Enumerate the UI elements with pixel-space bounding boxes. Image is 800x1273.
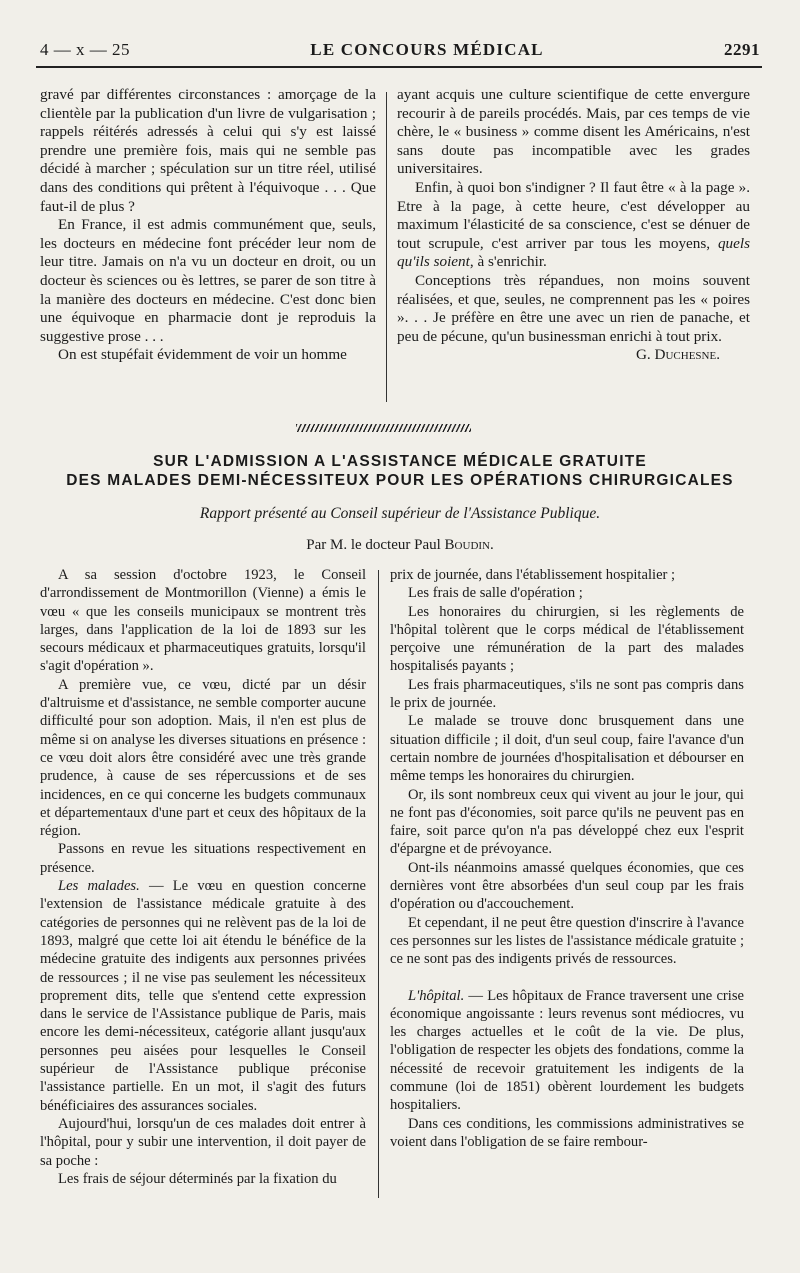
article-byline (40, 537, 760, 554)
paragraph: gravé par différentes circonstances : amorçage de la clientèle par la publication d'un livre de vulgarisation ; rappels réitérés adressés à celui qui s'y est laissé prendre une première fois, mais qui ne semble pas décidé à marcher ; spéculation sur un titre réel, utilisé dans des conditions qui prêtent à l'équivoque . . . Que faut-il de plus ? (40, 86, 376, 215)
page-number: 2291 (724, 40, 760, 59)
paragraph: Les frais de salle d'opération ; (408, 585, 583, 602)
issue-date: 4 — x — 25 (40, 40, 130, 59)
paragraph: prix de journée, dans l'établissement hospitalier ; (390, 567, 676, 583)
top-right-column (397, 86, 750, 365)
paragraph: Les frais de séjour déterminés par la fixation du (58, 1170, 337, 1187)
article-subtitle: Rapport présenté au Conseil supérieur de l'Assistance Publique. (199, 505, 601, 522)
paragraph: Passons en revue les situations respectivement en présence. (40, 841, 366, 876)
paragraph: ayant acquis une culture scientifique de cette envergure recourir à de pareils procédés. Mais, par ces temps de vie chère, le « business » comme disent les Américains, n'est sans doute pas incompatible avec les grades universitaires. (397, 86, 750, 178)
author-signature: G. Duchesne. (635, 346, 720, 364)
section-label: L'hôpital. (408, 987, 465, 1004)
paragraph: On est stupéfait évidemment de voir un homme (58, 346, 347, 364)
bottom-right-column (390, 566, 744, 1151)
paragraph: A sa session d'octobre 1923, le Conseil d'arrondissement de Montmorillon (Vienne) a émis le vœu « que les conseils municipaux se montrent très larges, dans l'application de la loi de 1893 sur les secours médicaux et pharmaceutiques gratuits, lorsqu'il s'agit d'opération ». (40, 567, 366, 675)
section-label: Les malades. (58, 878, 140, 895)
paragraph (397, 179, 750, 272)
text-run: Enfin, à quoi bon s'indigner ? Il faut être « à la page ». Etre à la page, à cette heure, c'est développer au maximum l'élasticité de sa conscience, c'est se dénuer de tout scrupule, c'est arriver par tous les moyens, (397, 178, 750, 252)
journal-title: LE CONCOURS MÉDICAL (310, 40, 544, 59)
paragraph: Aujourd'hui, lorsqu'un de ces malades doit entrer à l'hôpital, pour y subir une intervention, il doit payer de sa poche : (40, 1115, 366, 1169)
paragraph: A première vue, ce vœu, dicté par un désir d'altruisme et d'assistance, ne semble comporter aucune difficulté pour son adoption. Mais, il n'en est plus de même si on analyse les diverses situations en présence : ce vœu doit alors être considéré avec une très grande prudence, à cause de ses répercussions et de ses incidences, en ce qui concerne les budgets communaux et départementaux d'une part et ceux des hôpitaux de la région. (40, 676, 366, 840)
paragraph: En France, il est admis communément que, seuls, les docteurs en médecine font précéder leur nom de leur titre. Jamais on n'a vu un docteur en droit, ou un docteur ès sciences ou ès lettres, se parer de son titre à la manière des docteurs en médecine. C'est donc bien une équivoque en pharmacie dont je reproduis la suggestive prose . . . (40, 216, 376, 345)
text-run: — Le vœu en question concerne l'extension de l'assistance médicale gratuite à des catégories de personnes qui ne relèvent pas de la loi de 1893, malgré que cette loi ait étendu le bénéfice de la médecine gratuite des indigents aux personnes privées de ressources ; il ne vise pas seulement les nécessiteux proprement dits, telle que s'entend cette expression dans le service de l'Assistance publique de Paris, mais encore les demi-nécessiteux, catégorie allant jusqu'aux personnes peu aisées pour lesquelles le Conseil supérieur de l'Assistance publique préconise l'assistance partielle. En un mot, il s'agit des futurs bénéficiaires des assurances sociales. (40, 878, 366, 1114)
paragraph: Les frais pharmaceutiques, s'ils ne sont pas compris dans le prix de journée. (390, 676, 744, 712)
paragraph: Conceptions très répandues, non moins souvent réalisées, et que, seules, ne comprennent pas les « poires ». . . Je préfère en être une avec un rien de panache, et peu de pécune, qu'un businessman enrichi à tout prix. (397, 271, 750, 345)
article-title (40, 452, 760, 490)
italic-phrase: quels qu'ils soient (397, 234, 750, 271)
paragraph: Et cependant, il ne peut être question d'inscrire à l'avance ces personnes sur les listes de l'assistance médicale gratuite ; ce ne sont pas des indigents privés de ressources. (390, 914, 744, 968)
title-line: DES MALADES DEMI-NÉCESSITEUX POUR LES OPÉRATIONS CHIRURGICALES (66, 472, 734, 489)
paragraph (390, 987, 744, 1115)
paragraph: Ont-ils néanmoins amassé quelques économies, que ces dernières vont être absorbées d'un seul coup par les frais d'opération ou d'accouchement. (390, 859, 744, 913)
column-divider (386, 92, 387, 402)
paragraph (40, 877, 366, 1115)
byline-prefix: Par M. le docteur Paul (306, 537, 445, 553)
paragraph: Or, ils sont nombreux ceux qui vivent au jour le jour, qui ne font pas d'économies, soit parce qu'ils ne peuvent pas en faire, soit parce qu'on n'a pas développé chez eux l'esprit d'épargne et de prévoyance. (390, 786, 744, 858)
text-run: , à s'enrichir. (469, 253, 547, 271)
paragraph: Le malade se trouve donc brusquement dans une situation difficile ; il doit, d'un seul coup, faire l'avance d'un certain nombre de journées d'hospitalisation et débourser en même temps les honoraires du chirurgien. (390, 713, 744, 785)
section-ornament (296, 424, 471, 432)
running-head (40, 40, 760, 68)
top-left-column (40, 86, 376, 365)
paragraph: Les honoraires du chirurgien, si les règlements de l'hôpital tolèrent que le corps médical de l'établissement perçoive une rémunération de la part des malades hospitalisés payants ; (390, 603, 744, 675)
author-name: Boudin. (444, 537, 494, 553)
column-divider (378, 570, 379, 1198)
paragraph: Dans ces conditions, les commissions administratives se voient dans l'obligation de se faire rembour- (390, 1115, 744, 1150)
paragraph-gap (390, 969, 744, 987)
text-run: — Les hôpitaux de France traversent une crise économique angoissante : leurs revenus sont médiocres, vu les charges actuelles et le coût de la vie. De plus, l'obligation de respecter les objets des fondations, comme la nécessité de recevoir gratuitement les indigents de la commune (loi de 1851) obèrent lourdement les budgets hospitaliers. (390, 987, 744, 1114)
header-rule (36, 66, 762, 68)
bottom-left-column (40, 566, 366, 1188)
title-line: SUR L'ADMISSION A L'ASSISTANCE MÉDICALE GRATUITE (153, 453, 647, 470)
